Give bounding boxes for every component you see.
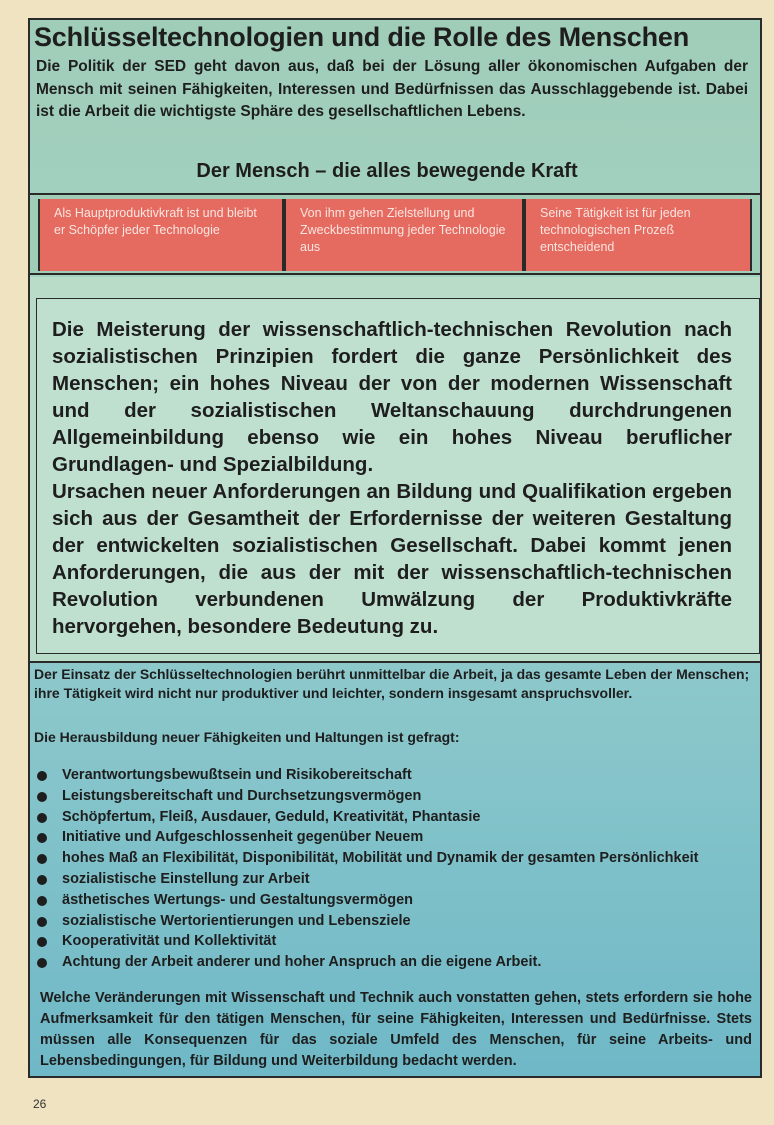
highlight-band xyxy=(30,193,760,275)
list-item: Kooperativität und Kollektivität xyxy=(36,931,766,952)
main-paragraph-1: Die Meisterung der wissenschaftlich-technischen Revolution nach sozialistischen Prinzipien fordert die ganze Persönlichkeit des Menschen; ein hohes Niveau der von der modernen Wissenschaft und der sozialistischen Weltanschauung durchdrungenen Allgemeinbildung ebenso wie ein hohes Niveau beruflicher Grundlagen- und Spezialbildung. xyxy=(52,318,732,476)
list-item: hohes Maß an Flexibilität, Disponibilität, Mobilität und Dynamik der gesamten Persönlichkeit xyxy=(36,848,766,869)
main-paragraph-2: Ursachen neuer Anforderungen an Bildung und Qualifikation ergeben sich aus der Gesamtheit der Erfordernisse der weiteren Gestaltung der entwickelten sozialistischen Gesellschaft. Dabei kommt jenen Anforderungen, die aus der mit der wissenschaftlich-technischen Revolution verbundenen Umwälzung der Produktivkräfte hervorgehen, besondere Bedeutung zu. xyxy=(52,480,732,638)
highlight-box-2: Von ihm gehen Zielstellung und Zweckbestimmung jeder Technologie aus xyxy=(284,199,524,271)
list-item: sozialistische Einstellung zur Arbeit xyxy=(36,869,766,890)
list-item: sozialistische Wertorientierungen und Lebensziele xyxy=(36,911,766,932)
highlight-box-3: Seine Tätigkeit ist für jeden technologischen Prozeß entscheidend xyxy=(524,199,752,271)
section-subheading: Der Mensch – die alles bewegende Kraft xyxy=(196,160,578,182)
list-item: Schöpfertum, Fleiß, Ausdauer, Geduld, Kreativität, Phantasie xyxy=(36,807,766,828)
list-item: ästhetisches Wertungs- und Gestaltungsvermögen xyxy=(36,890,766,911)
list-item: Leistungsbereitschaft und Durchsetzungsvermögen xyxy=(36,786,766,807)
lower-paragraph: Der Einsatz der Schlüsseltechnologien berührt unmittelbar die Arbeit, ja das gesamte Leben der Menschen; ihre Tätigkeit wird nicht nur produktiver und leichter, sondern insgesamt anspruchsvoller. xyxy=(34,666,750,701)
list-item: Verantwortungsbewußtsein und Risikobereitschaft xyxy=(36,765,766,786)
page-title: Schlüsseltechnologien und die Rolle des Menschen xyxy=(34,22,690,52)
closing-paragraph: Welche Veränderungen mit Wissenschaft und Technik auch vonstatten gehen, stets erfordern sie hohe Aufmerksamkeit für den tätigen Menschen, für seine Fähigkeiten, Interessen und Bedürfnisse. Stets müssen alle Konsequenzen für das soziale Umfeld des Menschen, für seine Arbeits- und Lebensbedingungen, für Bildung und Weiterbildung bedacht werden. xyxy=(40,990,752,1069)
intro-paragraph: Die Politik der SED geht davon aus, daß bei der Lösung aller ökonomischen Aufgaben der Mensch mit seinen Fähigkeiten, Interessen und Bedürfnissen das Ausschlaggebende ist. Dabei ist die Arbeit die wichtigste Sphäre des gesellschaftlichen Lebens. xyxy=(36,58,748,120)
abilities-question: Die Herausbildung neuer Fähigkeiten und Haltungen ist gefragt: xyxy=(34,729,460,745)
list-item: Initiative und Aufgeschlossenheit gegenüber Neuem xyxy=(36,827,766,848)
highlight-box-1: Als Hauptproduktivkraft ist und bleibt er Schöpfer jeder Technologie xyxy=(38,199,284,271)
page-number: 26 xyxy=(33,1097,47,1111)
list-item: Achtung der Arbeit anderer und hoher Anspruch an die eigene Arbeit. xyxy=(36,952,766,973)
abilities-list xyxy=(36,765,766,973)
